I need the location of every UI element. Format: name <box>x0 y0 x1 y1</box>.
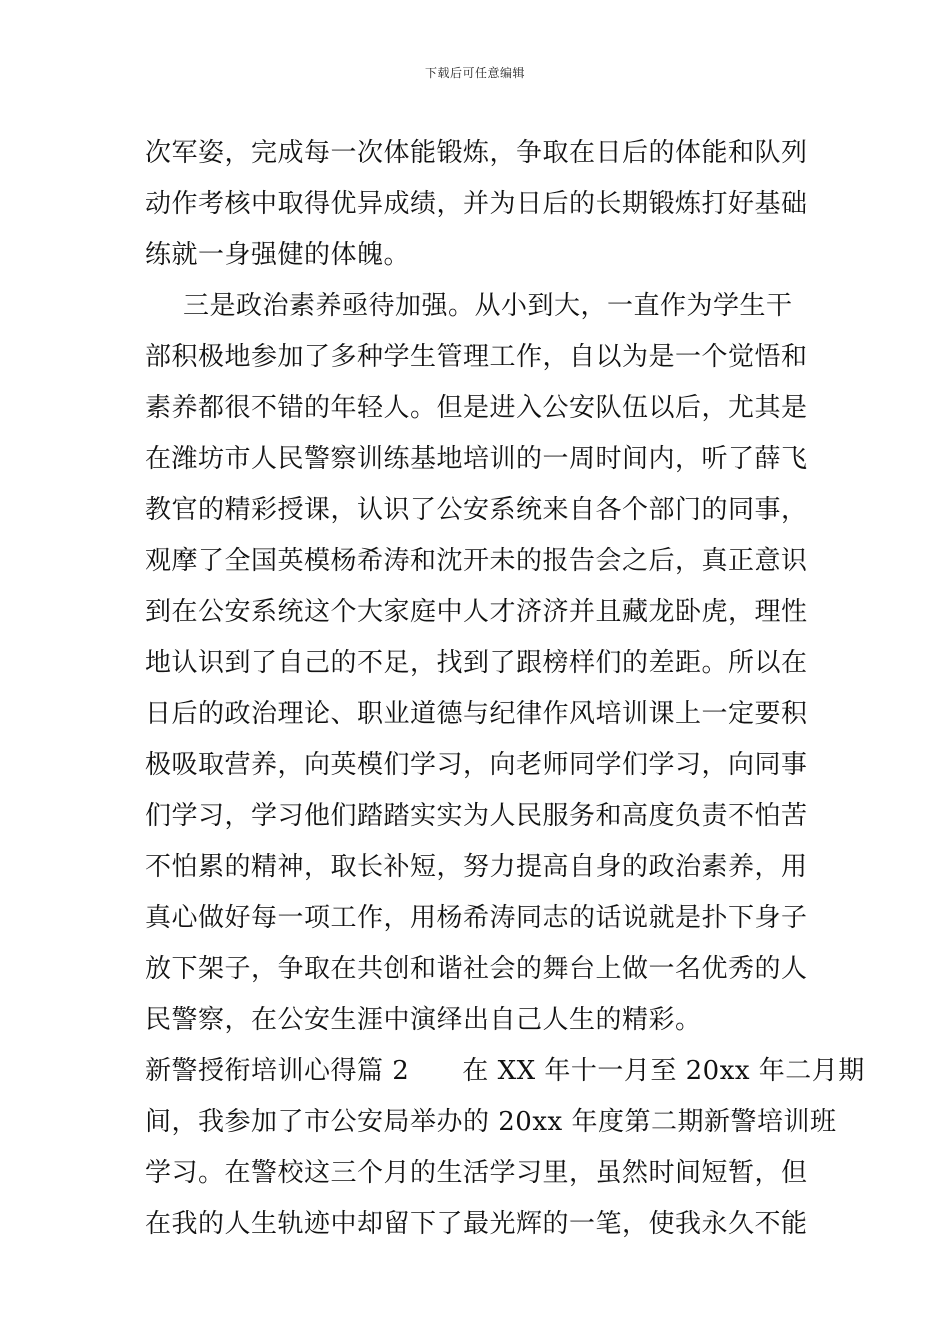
text-line: 动作考核中取得优异成绩，并为日后的长期锻炼打好基础 <box>145 189 808 219</box>
text-line: 不怕累的精神，取长补短，努力提高自身的政治素养，用 <box>145 852 808 882</box>
paragraph-start-line: 三是政治素养亟待加强。从小到大，一直作为学生干 <box>183 291 793 321</box>
text-line: 民警察，在公安生涯中演绎出自己人生的精彩。 <box>145 1005 702 1035</box>
text-line: 在潍坊市人民警察训练基地培训的一周时间内，听了薛飞 <box>145 444 808 474</box>
text-line: 次军姿，完成每一次体能锻炼，争取在日后的体能和队列 <box>145 138 808 168</box>
page-header: 下载后可任意编辑 <box>424 66 525 80</box>
text-line: 地认识到了自己的不足，找到了跟榜样们的差距。所以在 <box>145 648 808 678</box>
text-line: 间，我参加了市公安局举办的 20xx 年度第二期新警培训班 <box>145 1107 837 1137</box>
text-line: 练就一身强健的体魄。 <box>145 240 411 270</box>
text-line: 学习。在警校这三个月的生活学习里，虽然时间短暂，但 <box>145 1158 808 1188</box>
text-line: 极吸取营养，向英模们学习，向老师同学们学习，向同事 <box>145 750 808 780</box>
text-line: 在我的人生轨迹中却留下了最光辉的一笔，使我永久不能 <box>145 1209 808 1239</box>
text-line: 素养都很不错的年轻人。但是进入公安队伍以后，尤其是 <box>145 393 808 423</box>
section-title-line: 新警授衔培训心得篇 2 在 XX 年十一月至 20xx 年二月期 <box>145 1056 865 1086</box>
text-line: 放下架子，争取在共创和谐社会的舞台上做一名优秀的人 <box>145 954 808 984</box>
document-body <box>145 128 865 1250</box>
text-line: 日后的政治理论、职业道德与纪律作风培训课上一定要积 <box>145 699 808 729</box>
text-line: 部积极地参加了多种学生管理工作，自以为是一个觉悟和 <box>145 342 808 372</box>
text-line: 到在公安系统这个大家庭中人才济济并且藏龙卧虎，理性 <box>145 597 808 627</box>
text-line: 真心做好每一项工作，用杨希涛同志的话说就是扑下身子 <box>145 903 808 933</box>
text-line: 教官的精彩授课，认识了公安系统来自各个部门的同事， <box>145 495 808 525</box>
text-line: 观摩了全国英模杨希涛和沈开未的报告会之后，真正意识 <box>145 546 808 576</box>
text-line: 们学习，学习他们踏踏实实为人民服务和高度负责不怕苦 <box>145 801 808 831</box>
